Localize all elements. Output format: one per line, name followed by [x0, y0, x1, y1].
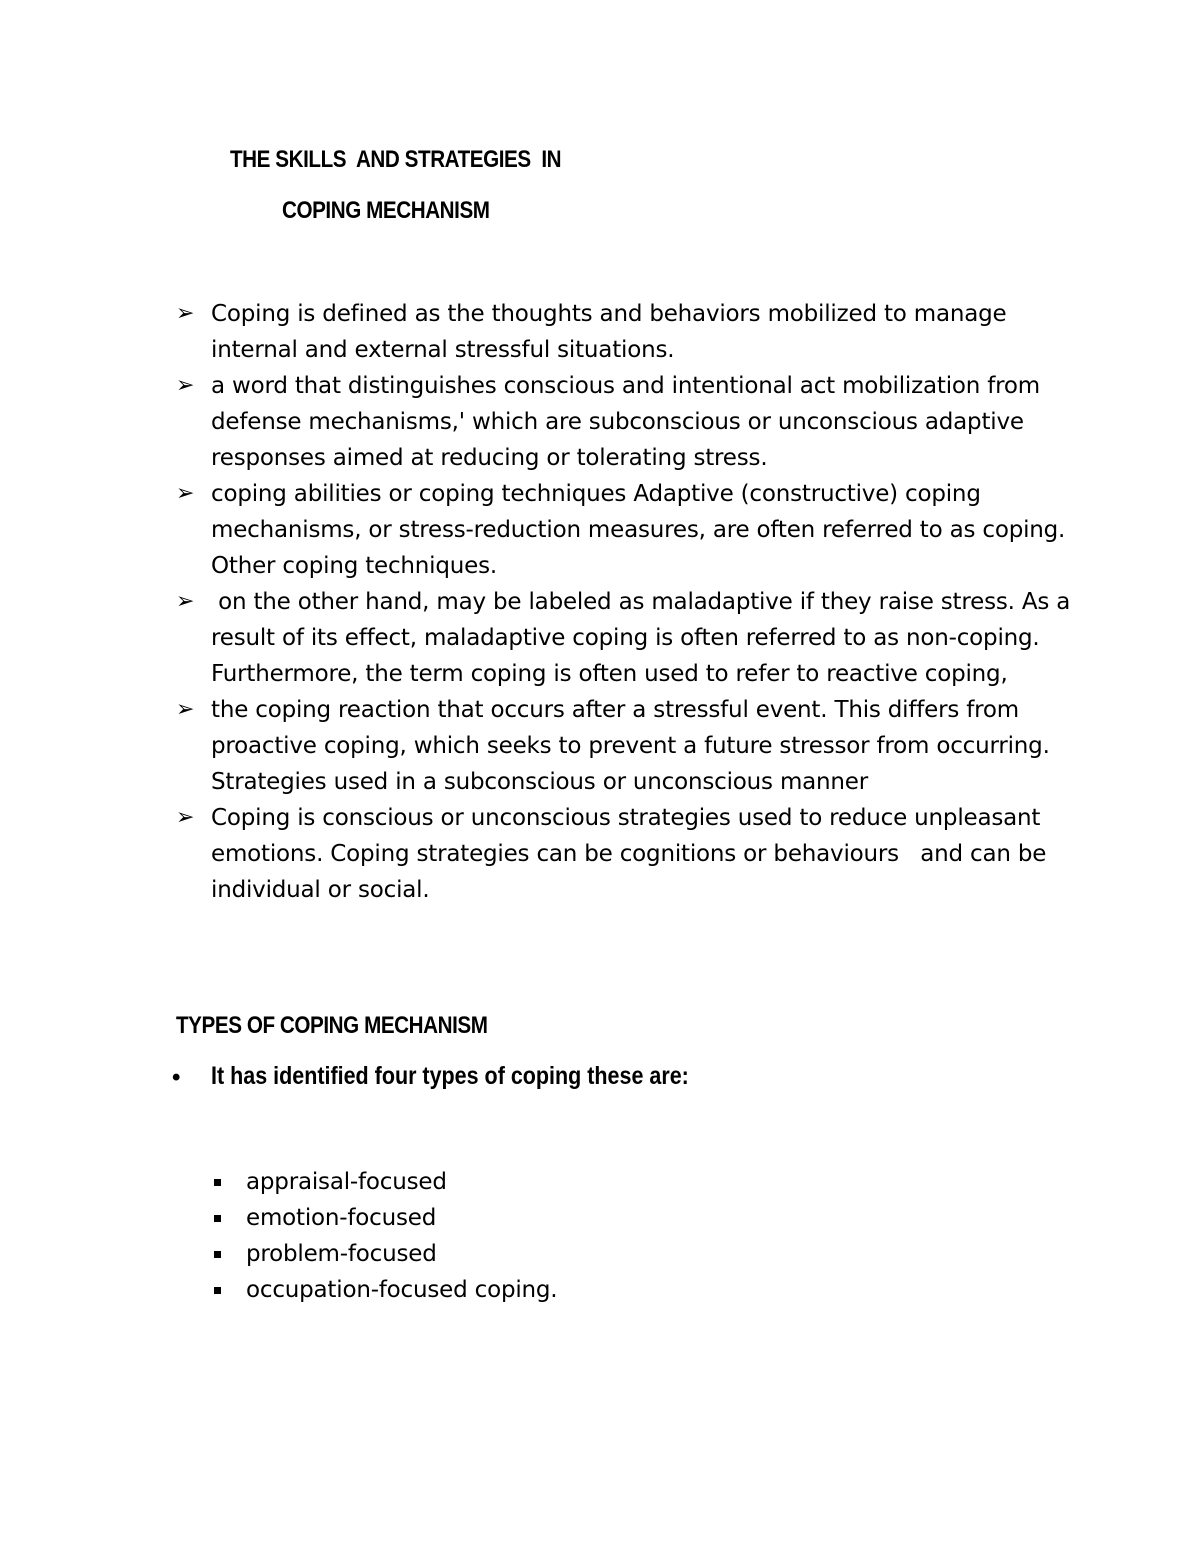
bullet-text: on the other hand, may be labeled as maladaptive if they raise stress. As a result of its effect, maladaptive coping is often referred to as non-coping. Furthermore, the term coping is often used to refer to reactive coping, [211, 589, 1078, 687]
list-item [212, 1236, 557, 1272]
types-intro-text: It has identified four types of coping these are: [211, 1062, 689, 1090]
bullet-text: a word that distinguishes conscious and intentional act mobilization from defense mechanisms,' which are subconscious or unconscious adaptive responses aimed at reducing or tolerating stress. [211, 373, 1040, 471]
coping-type-label: appraisal-focused [246, 1169, 447, 1195]
bullet-text: Coping is conscious or unconscious strategies used to reduce unpleasant emotions. Coping strategies can be cognitions or behaviours and can be individual or social. [211, 805, 1054, 903]
square-bullet-icon [214, 1287, 221, 1294]
list-item [212, 1164, 557, 1200]
round-bullet-icon: • [172, 1064, 181, 1091]
coping-type-label: emotion-focused [246, 1205, 437, 1231]
arrow-bullet-icon: ➢ [176, 301, 195, 326]
square-bullet-icon [214, 1251, 221, 1258]
list-item [212, 1200, 557, 1236]
list-item [176, 692, 1076, 800]
list-item [176, 800, 1076, 908]
list-item [212, 1272, 557, 1308]
arrow-bullet-icon: ➢ [176, 481, 195, 506]
list-item [176, 368, 1076, 476]
bullet-text: Coping is defined as the thoughts and behaviors mobilized to manage internal and external stressful situations. [211, 301, 1007, 363]
arrow-bullet-icon: ➢ [176, 805, 195, 830]
arrow-bullet-icon: ➢ [176, 697, 195, 722]
arrow-bullet-icon: ➢ [176, 373, 195, 398]
types-section-heading: TYPES OF COPING MECHANISM [176, 1012, 488, 1039]
square-bullet-icon [214, 1215, 221, 1222]
coping-types-list [212, 1164, 557, 1308]
arrow-bullet-icon: ➢ [176, 589, 195, 614]
list-item [176, 476, 1076, 584]
coping-type-label: occupation-focused coping. [246, 1277, 558, 1303]
list-item [176, 584, 1076, 692]
square-bullet-icon [214, 1179, 221, 1186]
coping-type-label: problem-focused [246, 1241, 437, 1267]
list-item [176, 296, 1076, 368]
bullet-text: coping abilities or coping techniques Adaptive (constructive) coping mechanisms, or stress-reduction measures, are often referred to as coping. Other coping techniques. [211, 481, 1066, 579]
definition-bullet-list [176, 296, 1076, 908]
document-title-line-2: COPING MECHANISM [282, 197, 490, 224]
bullet-text: the coping reaction that occurs after a stressful event. This differs from proactive coping, which seeks to prevent a future stressor from occurring. Strategies used in a subconscious or unconscious manner [211, 697, 1050, 795]
document-title-line-1: THE SKILLS AND STRATEGIES IN [230, 146, 562, 173]
